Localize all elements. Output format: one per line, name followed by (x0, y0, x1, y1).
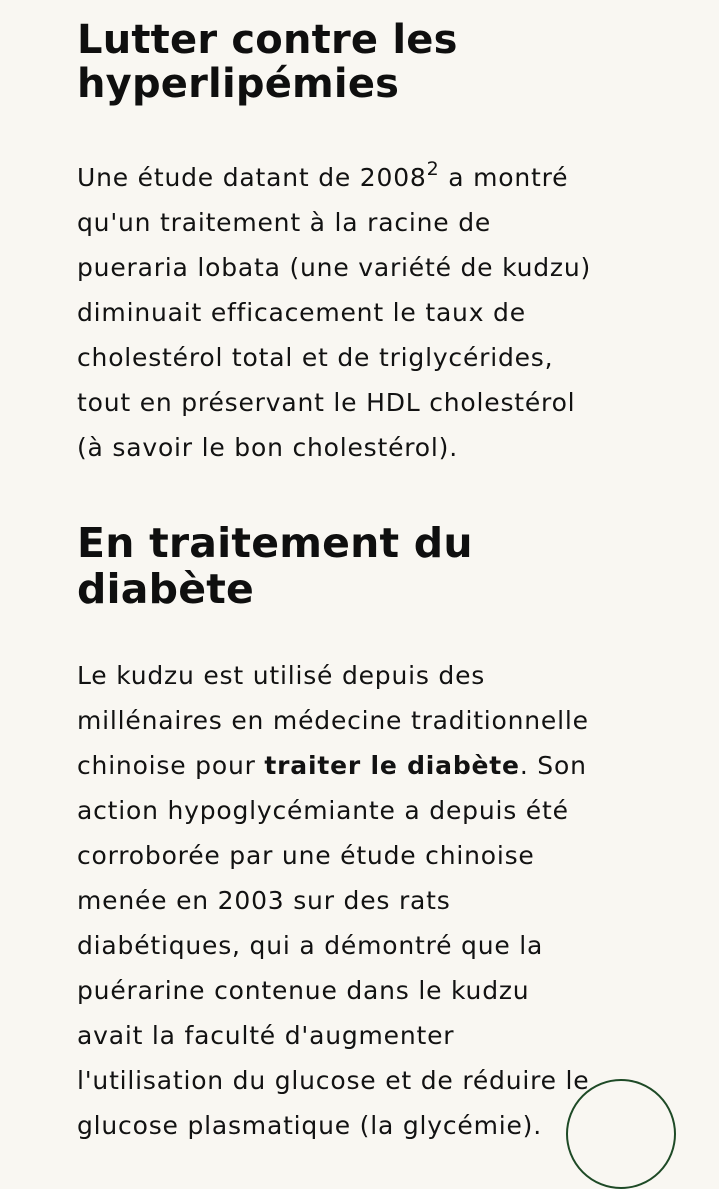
paragraph-line: cholestérol total et de triglycérides, (77, 343, 554, 372)
paragraph-line: diminuait efficacement le taux de (77, 298, 526, 327)
paragraph-line: l'utilisation du glucose et de réduire le (77, 1066, 590, 1095)
paragraph-line: Le kudzu est utilisé depuis des (77, 661, 486, 690)
text-segment: a montré (439, 163, 569, 192)
article-content (77, 18, 657, 1148)
paragraph-line: avait la faculté d'augmenter (77, 1021, 455, 1050)
paragraph-hyperlipemies (77, 155, 657, 470)
text-segment: Une étude datant de 2008 (77, 163, 427, 192)
footnote-reference-2[interactable]: 2 (426, 157, 440, 180)
paragraph-diabete (77, 653, 657, 1148)
paragraph-line (77, 155, 657, 200)
floating-action-button[interactable] (566, 1079, 676, 1189)
heading-line: hyperlipémies (77, 61, 400, 107)
text-segment: chinoise pour (77, 751, 265, 780)
paragraph-line: corroborée par une étude chinoise (77, 841, 535, 870)
paragraph-line: menée en 2003 sur des rats (77, 886, 451, 915)
paragraph-line: millénaires en médecine traditionnelle (77, 706, 589, 735)
paragraph-line: glucose plasmatique (la glycémie). (77, 1111, 542, 1140)
bold-text-traiter-le-diabete: traiter le diabète (264, 751, 520, 780)
text-segment: . Son (519, 751, 587, 780)
paragraph-line: qu'un traitement à la racine de (77, 208, 492, 237)
paragraph-line: action hypoglycémiante a depuis été (77, 796, 569, 825)
paragraph-line: pueraria lobata (une variété de kudzu) (77, 253, 592, 282)
paragraph-line: diabétiques, qui a démontré que la (77, 931, 544, 960)
paragraph-line: (à savoir le bon cholestérol). (77, 433, 458, 462)
paragraph-line (77, 743, 657, 788)
section-heading-diabete: En traitement du diabète (77, 519, 473, 613)
paragraph-line: tout en préservant le HDL cholestérol (77, 388, 576, 417)
paragraph-line: puérarine contenue dans le kudzu (77, 976, 530, 1005)
section-heading-hyperlipemies (77, 18, 657, 106)
heading-line: Lutter contre les (77, 17, 458, 63)
